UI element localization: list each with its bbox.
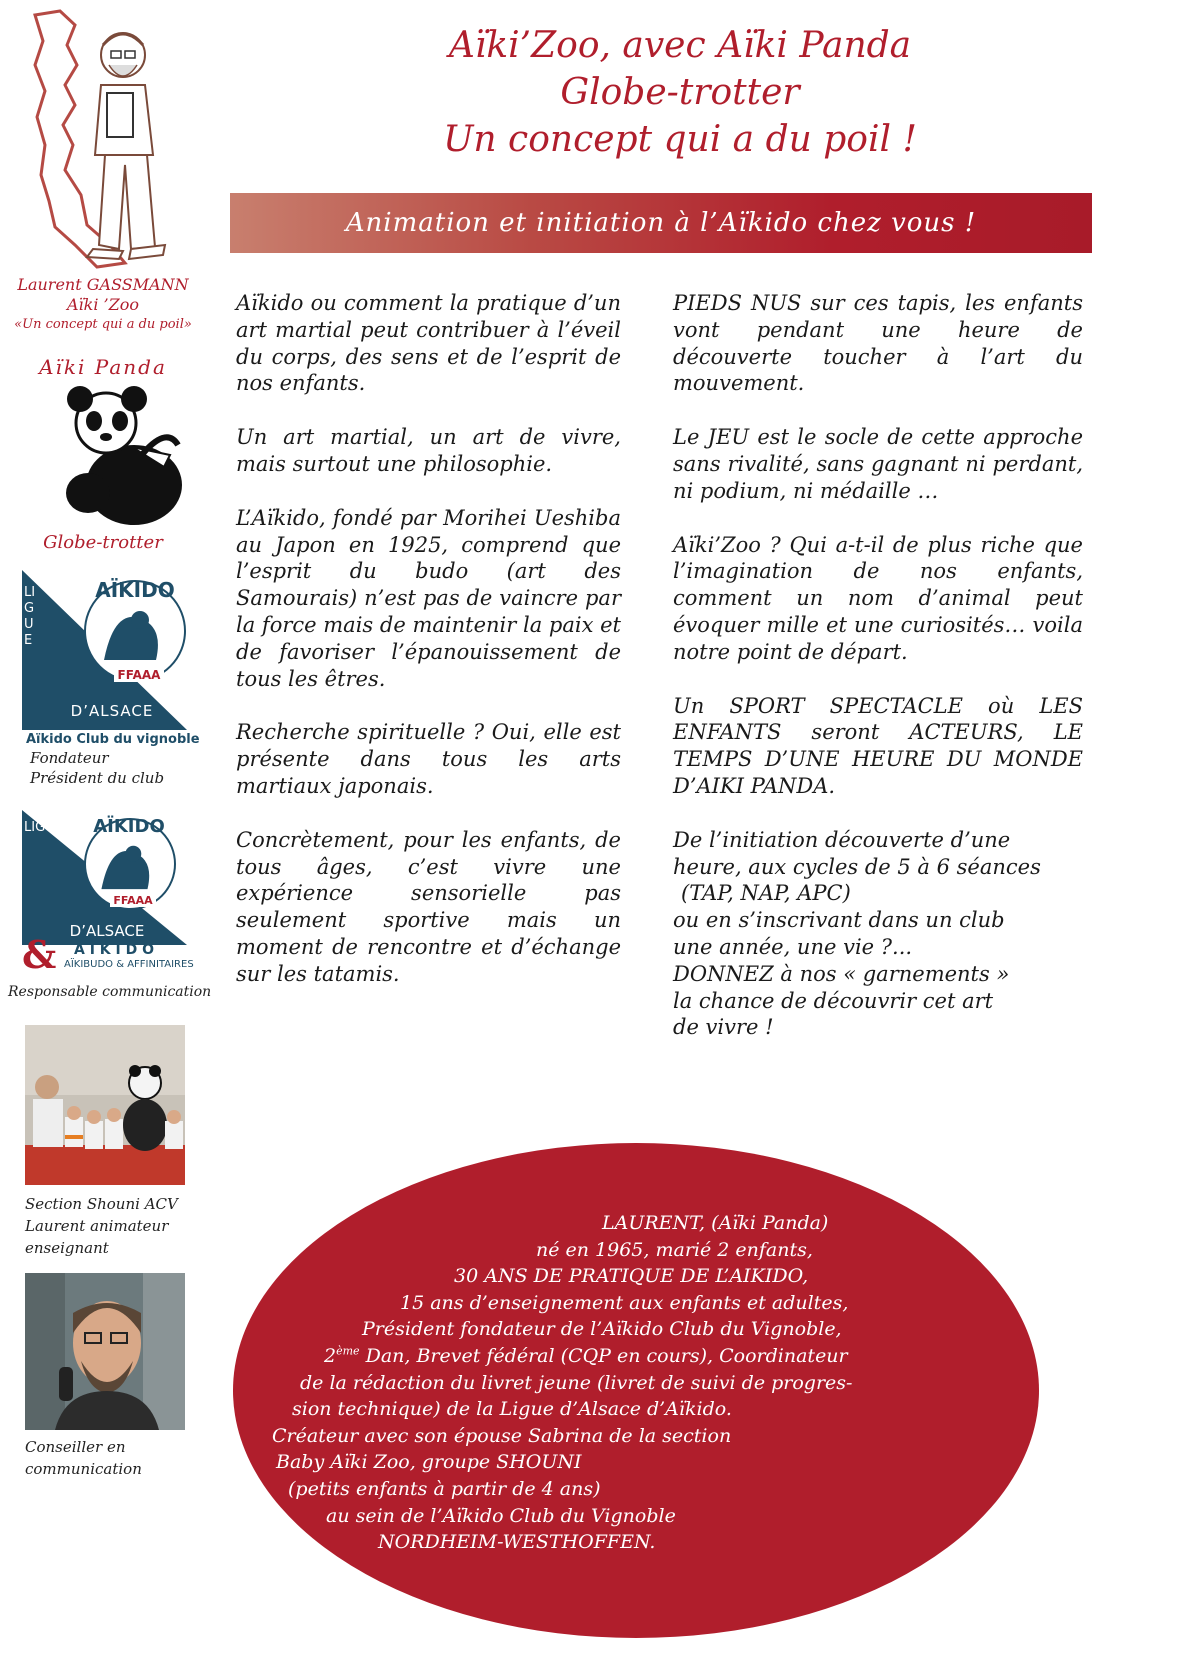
col1-paragraph-1: Aïkido ou comment la pratique d’un art martial peut contribuer à l’éveil du corps, des sens et de l’esprit de nos enfants. (236, 291, 621, 396)
aikido-figure-icon (94, 600, 174, 670)
col2-p5-line-1: De l’initiation découverte d’une (673, 827, 1011, 852)
bio-line-12: au sein de l’Aïkido Club du Vignoble (326, 1504, 676, 1527)
col2-p5-line-6: DONNEZ à nos « garnements » (673, 961, 1010, 986)
photo1-caption-1: Section Shouni ACV (25, 1195, 178, 1213)
panda-title: Aïki Panda (39, 355, 167, 379)
bio-line-4: 15 ans d’enseignement aux enfants et adultes, (400, 1291, 849, 1314)
col2-paragraph-3: Aïki’Zoo ? Qui a-t-il de plus riche que l’imagination de nos enfants, comment un nom d’animal peut évoquer mille et une curiosités… voila notre point de départ. (673, 532, 1083, 664)
bio-text (262, 1210, 1012, 1556)
ligue-alsace-logo-1 (22, 570, 187, 730)
banner: Animation et initiation à l’Aïkido chez vous ! (230, 193, 1092, 253)
col1-paragraph-3: L’Aïkido, fondé par Morihei Ueshiba au Japon en 1925, comprend que l’esprit du budo (art des Samourais) n’est pas de vaincre par la force mais de maintenir la paix et de favoriser l’épanouissement de tous les êtres. (236, 505, 621, 691)
bio-line-5: Président fondateur de l’Aïkido Club du Vignoble, (362, 1318, 842, 1341)
bio-line-3: 30 ANS DE PRATIQUE DE L’AIKIDO, (454, 1265, 809, 1288)
col2-paragraph-4: Un SPORT SPECTACLE où LES ENFANTS seront ACTEURS, LE TEMPS D’UNE HEURE DU MONDE D’AIKI PANDA. (673, 693, 1083, 798)
photo2-caption-1: Conseiller en (25, 1438, 126, 1456)
phone-icon (59, 1367, 73, 1401)
logo2-ampersand: & (22, 932, 57, 977)
logo2-alsace: D’ALSACE (69, 922, 145, 940)
logo2-word: AÏKIDO (93, 816, 165, 837)
photo-shouni-section (25, 1025, 185, 1185)
role2: Responsable communication (8, 984, 212, 1000)
title-line-1: Aïki’Zoo, avec Aïki Panda (448, 25, 912, 66)
col2-p5-line-3: (TAP, NAP, APC) (681, 881, 851, 906)
panda-illustration (36, 385, 186, 530)
logo1-ffaaa: FFAAA (114, 668, 164, 682)
logo2-aikibudo: AÏKIBUDO & AFFINITAIRES (64, 959, 194, 970)
col2-p5-line-2: heure, aux cycles de 5 à 6 séances (673, 854, 1041, 879)
col2-p5-line-7: la chance de découvrir cet art (673, 988, 994, 1013)
col2-p5-line-5: une année, une vie ?... (673, 934, 913, 959)
bio-line-6-sup: ème (336, 1344, 360, 1358)
bio-line-9: Créateur avec son épouse Sabrina de la section (272, 1424, 732, 1447)
col1-paragraph-4: Recherche spirituelle ? Oui, elle est présente dans tous les arts martiaux japonais. (236, 720, 621, 798)
logo2-aikido: A Ï K I D O (74, 942, 154, 958)
bio-line-1: LAURENT, (Aïki Panda) (602, 1212, 829, 1234)
globe-trotter-label: Globe-trotter (43, 532, 163, 553)
logo1-club: Aïkido Club du vignoble (26, 732, 200, 747)
photo1-caption-2: Laurent animateur (25, 1217, 169, 1235)
role1-line1: Fondateur (30, 749, 109, 767)
bio-line-6a: 2 (324, 1344, 337, 1367)
text-column-1 (236, 290, 621, 1015)
bio-line-13: NORDHEIM-WESTHOFFEN. (378, 1531, 656, 1554)
sidebar-slogan: «Un concept qui a du poil» (14, 317, 192, 332)
title-line-3: Un concept qui a du poil ! (443, 119, 917, 160)
col1-paragraph-2: Un art martial, un art de vivre, mais surtout une philosophie. (236, 425, 621, 476)
photo2-caption-2: communication (25, 1460, 142, 1478)
bio-line-6b: Dan, Brevet fédéral (CQP en cours), Coordinateur (359, 1344, 848, 1367)
photo1-caption-3: enseignant (25, 1239, 109, 1257)
col2-p5-line-4: ou en s’inscrivant dans un club (673, 908, 1005, 933)
col2-p5-line-8: de vivre ! (673, 1015, 774, 1040)
bio-line-8: sion technique) de la Ligue d’Alsace d’Aïkido. (292, 1398, 732, 1421)
logo2-footer (22, 932, 202, 977)
bio-line-2: né en 1965, marié 2 enfants, (536, 1238, 813, 1261)
logo1-ligue: LIGUE (24, 585, 36, 648)
text-column-2 (673, 290, 1083, 1041)
aikido-figure-icon-2 (92, 836, 164, 898)
logo1-word: AÏKIDO (95, 578, 175, 602)
ligue-alsace-logo-2 (22, 810, 187, 945)
page-title (300, 22, 1060, 163)
logo2-ligue: LIGUE (24, 820, 63, 835)
title-line-2: Globe-trotter (560, 72, 800, 113)
sidebar-subname: Aïki ’Zoo (66, 295, 140, 314)
col2-paragraph-2: Le JEU est le socle de cette approche sans rivalité, sans gagnant ni perdant, ni podium, ni médaille … (673, 425, 1083, 503)
role1-line2: Président du club (30, 769, 165, 787)
photo-conseiller (25, 1273, 185, 1430)
bio-line-6 (262, 1343, 1012, 1370)
bio-line-10: Baby Aïki Zoo, groupe SHOUNI (276, 1451, 582, 1474)
logo1-alsace: D’ALSACE (70, 702, 154, 720)
col1-paragraph-5: Concrètement, pour les enfants, de tous âges, c’est vivre une expérience sensorielle pas seulement sportive mais un moment de rencontre et d’échange sur les tatamis. (236, 827, 621, 986)
bio-line-11: (petits enfants à partir de 4 ans) (288, 1477, 601, 1500)
logo2-ffaaa: FFAAA (110, 894, 156, 907)
col2-paragraph-1: PIEDS NUS sur ces tapis, les enfants vont pendant une heure de découverte toucher à l’art du mouvement. (673, 291, 1083, 396)
col2-paragraph-5 (673, 827, 1083, 1041)
bio-line-7: de la rédaction du livret jeune (livret de suivi de progres- (300, 1371, 853, 1394)
sidebar-name: Laurent GASSMANN (17, 275, 189, 294)
alsace-map-illustration (15, 5, 200, 270)
book-icon (107, 93, 133, 137)
